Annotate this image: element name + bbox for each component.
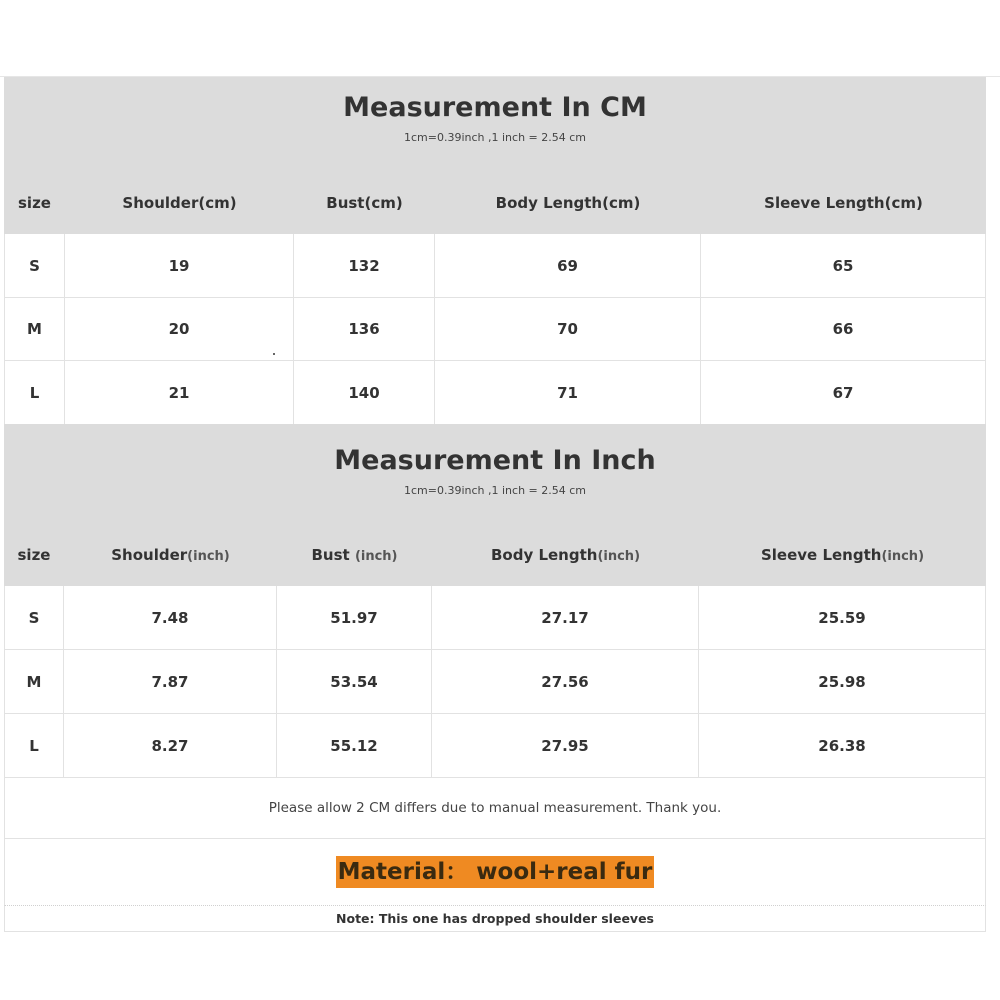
cell-shoulder: 8.27 <box>64 714 277 777</box>
size-chart <box>4 77 986 932</box>
cell-sleeve-length: 25.59 <box>699 586 986 649</box>
cell-size: S <box>4 234 65 297</box>
cell-body-length: 69 <box>435 234 701 297</box>
cell-sleeve-length: 66 <box>701 298 986 360</box>
cell-body-length: 27.17 <box>432 586 699 649</box>
cell-bust: 136 <box>294 298 435 360</box>
cell-sleeve-length: 67 <box>701 361 986 424</box>
cm-column-headers <box>4 172 986 234</box>
cell-bust: 55.12 <box>277 714 432 777</box>
inch-table-body <box>4 586 986 778</box>
inch-column-headers <box>4 524 986 586</box>
inch-header-shoulder: Shoulder(inch) <box>111 546 230 564</box>
cell-bust: 140 <box>294 361 435 424</box>
cell-size: L <box>4 714 64 777</box>
cell-size: M <box>4 298 65 360</box>
inch-conversion-note: 1cm=0.39inch ,1 inch = 2.54 cm <box>403 484 586 497</box>
inch-header-block <box>4 424 986 586</box>
stray-dot <box>273 353 275 355</box>
cell-bust: 53.54 <box>277 650 432 713</box>
cm-header-bust: Bust(cm) <box>326 194 403 212</box>
cell-body-length: 27.56 <box>432 650 699 713</box>
cm-header-shoulder: Shoulder(cm) <box>122 194 237 212</box>
inch-header-sleeve-length: Sleeve Length(inch) <box>760 546 925 564</box>
cell-sleeve-length: 65 <box>701 234 986 297</box>
cell-body-length: 27.95 <box>432 714 699 777</box>
table-row <box>4 234 986 298</box>
material-row <box>4 839 986 906</box>
table-row <box>4 650 986 714</box>
cell-bust: 132 <box>294 234 435 297</box>
cell-size: M <box>4 650 64 713</box>
cm-header-body-length: Body Length(cm) <box>495 194 641 212</box>
cell-body-length: 71 <box>435 361 701 424</box>
measurement-note: Please allow 2 CM differs due to manual measurement. Thank you. <box>4 778 986 839</box>
inch-title: Measurement In Inch <box>334 445 656 476</box>
cm-conversion-note: 1cm=0.39inch ,1 inch = 2.54 cm <box>403 131 586 144</box>
table-row <box>4 586 986 650</box>
cm-header-sleeve-length: Sleeve Length(cm) <box>764 194 923 212</box>
cell-size: L <box>4 361 65 424</box>
table-row <box>4 298 986 361</box>
cell-shoulder: 7.87 <box>64 650 277 713</box>
dropped-shoulder-note: Note: This one has dropped shoulder sleeves <box>4 906 986 932</box>
inch-header-bust: Bust (inch) <box>311 546 398 564</box>
material-label: Material： wool+real fur <box>336 856 655 888</box>
cm-header-block <box>4 77 986 234</box>
table-row <box>4 714 986 778</box>
cell-bust: 51.97 <box>277 586 432 649</box>
inch-header-size: size <box>17 546 51 564</box>
cell-shoulder: 19 <box>65 234 294 297</box>
cm-header-size: size <box>18 194 51 212</box>
cell-size: S <box>4 586 64 649</box>
cell-sleeve-length: 26.38 <box>699 714 986 777</box>
cell-body-length: 70 <box>435 298 701 360</box>
cm-table-body <box>4 234 986 424</box>
cell-shoulder: 21 <box>65 361 294 424</box>
table-row <box>4 361 986 424</box>
inch-header-body-length: Body Length(inch) <box>490 546 641 564</box>
cell-sleeve-length: 25.98 <box>699 650 986 713</box>
cm-title: Measurement In CM <box>343 92 647 123</box>
cell-shoulder: 7.48 <box>64 586 277 649</box>
cell-shoulder: 20 <box>65 298 294 360</box>
